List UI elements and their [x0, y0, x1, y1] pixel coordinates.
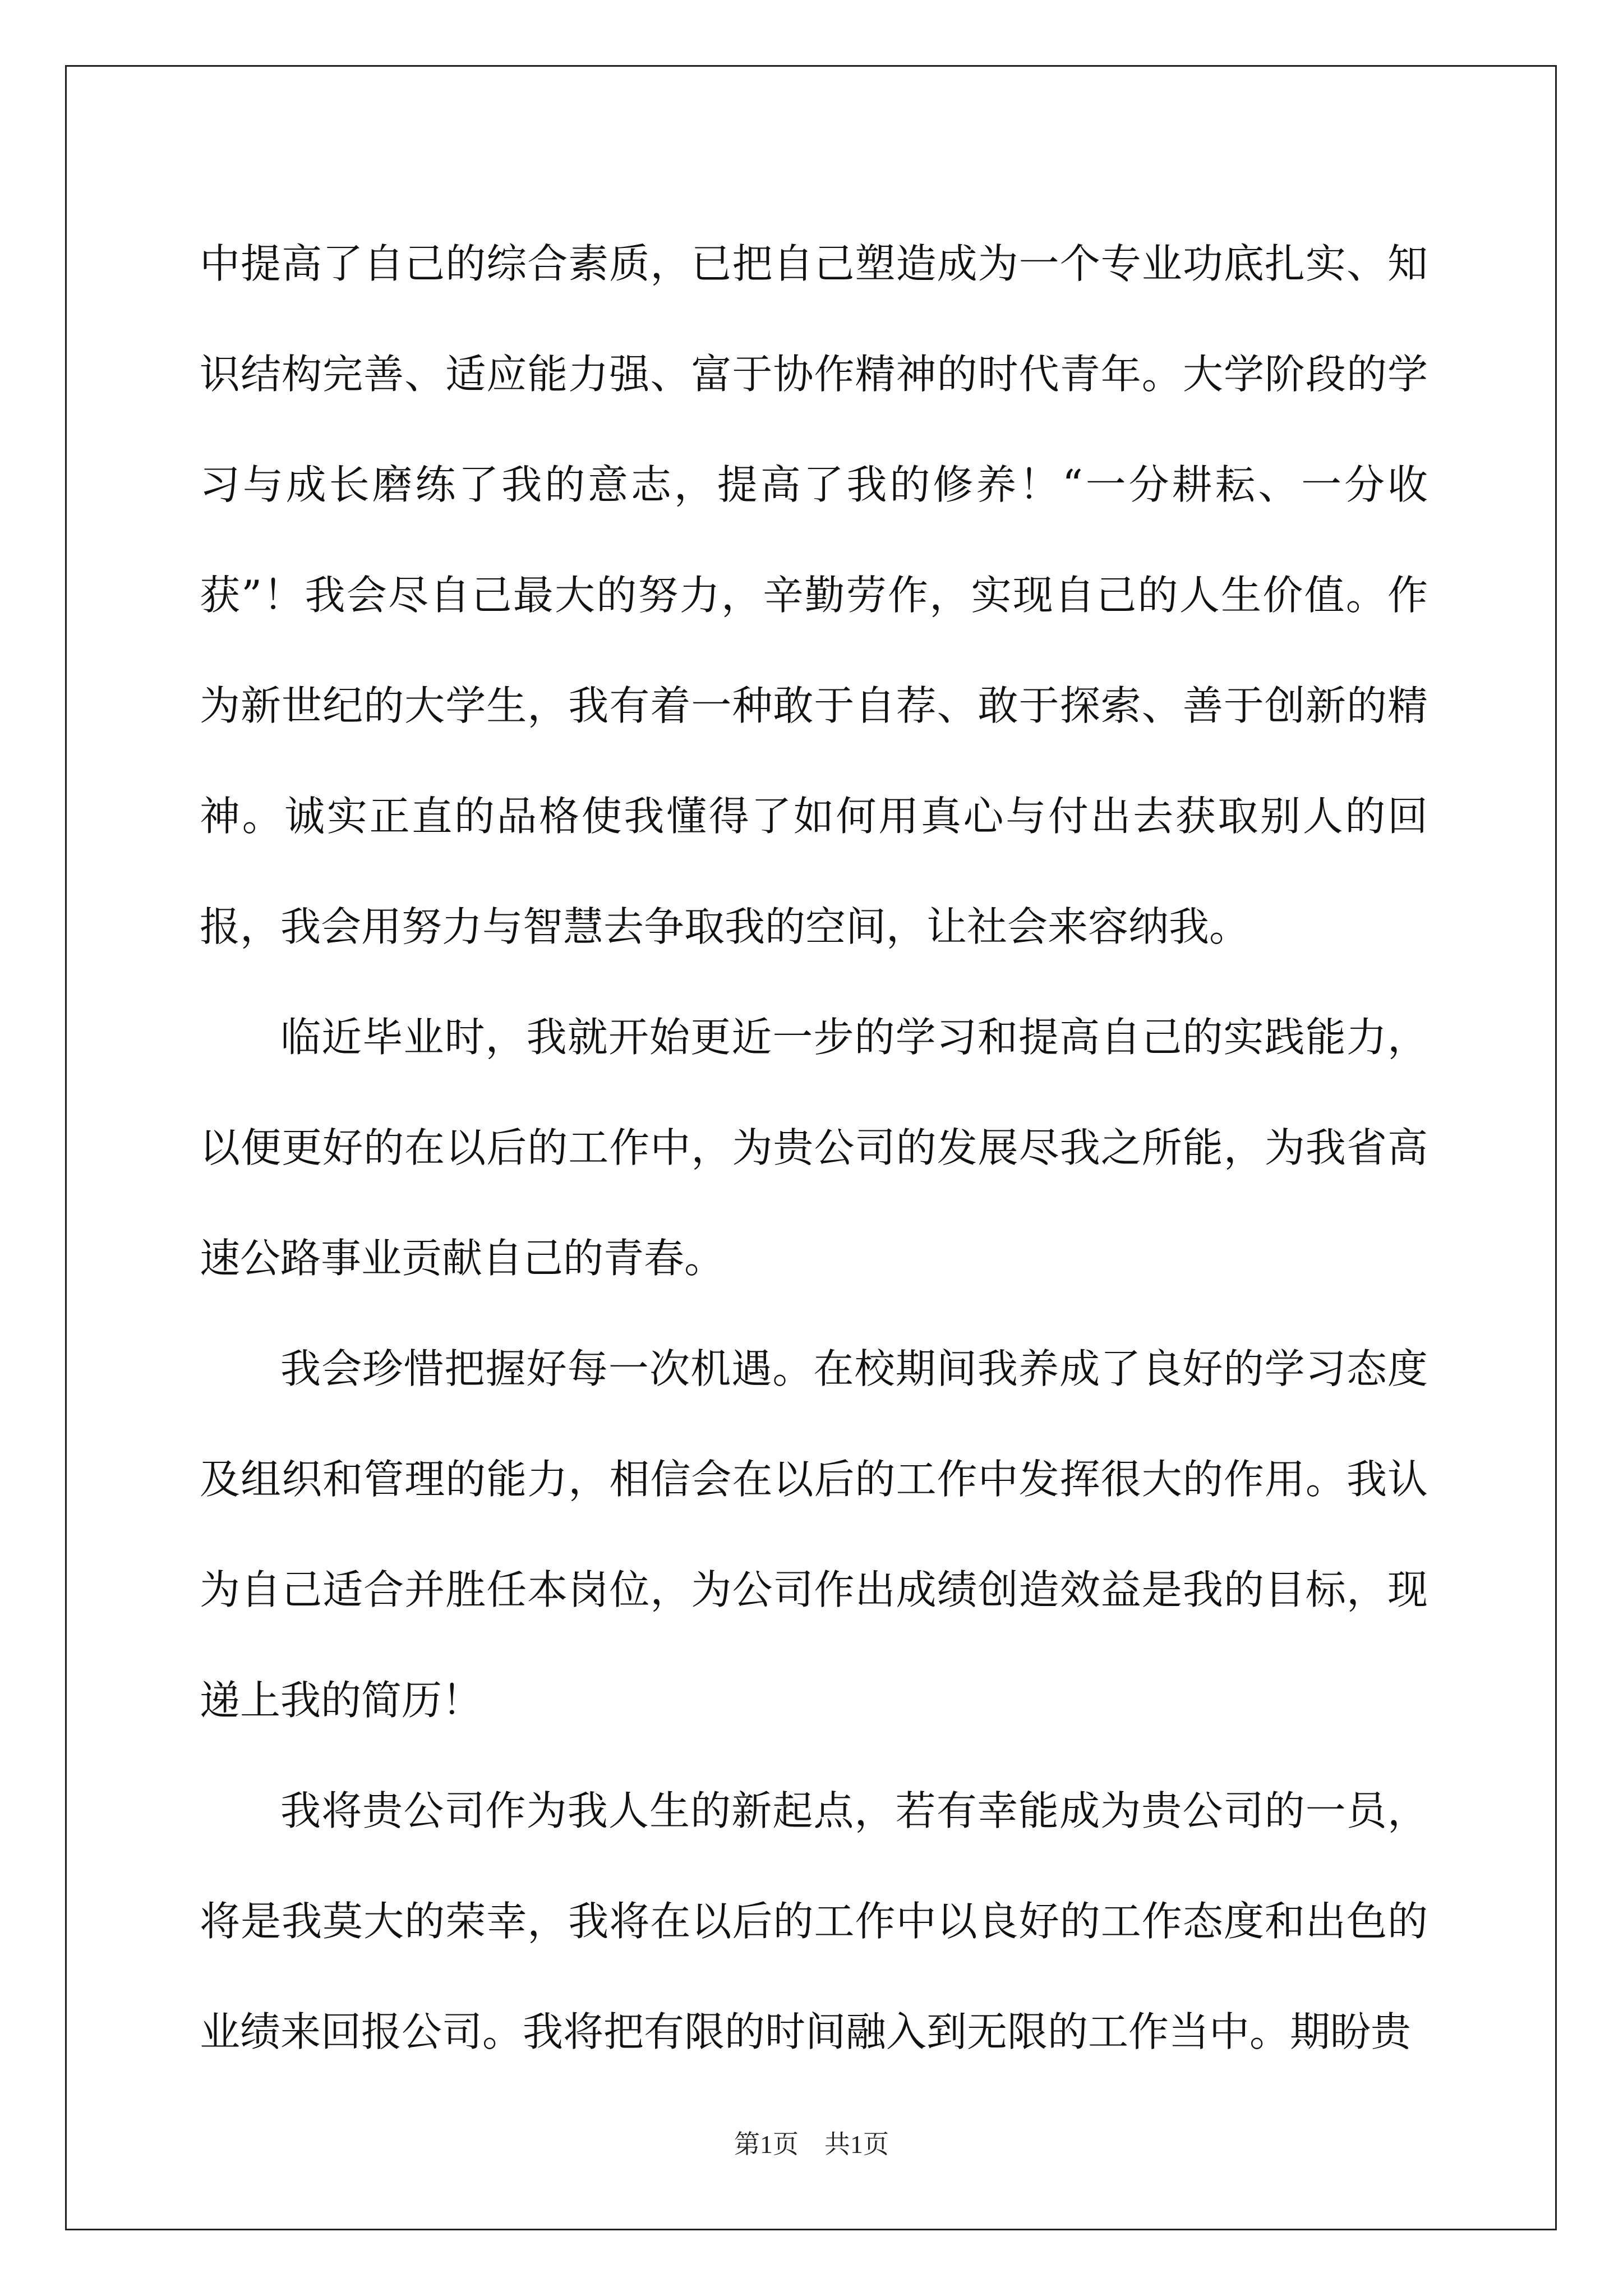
- page-footer: 第1页 共1页: [734, 2130, 889, 2159]
- paragraph-4: 我将贵公司作为我人生的新起点，若有幸能成为贵公司的一员，将是我莫大的荣幸，我将在以后的工作中以良好的工作态度和出色的业绩来回报公司。我将把有限的时间融入到无限的工作当中。期盼贵: [200, 1787, 1428, 2055]
- paragraph-1: 中提高了自己的综合素质，已把自己塑造成为一个专业功底扎实、知识结构完善、适应能力强、富于协作精神的时代青年。大学阶段的学习与成长磨练了我的意志，提高了我的修养！“一分耕耘、一分收获”！我会尽自己最大的努力，辛勤劳作，实现自己的人生价值。作为新世纪的大学生，我有着一种敢于自荐、敢于探索、善于创新的精神。诚实正直的品格使我懂得了如何用真心与付出去获取别人的回报，我会用努力与智慧去争取我的空间，让社会来容纳我。: [200, 240, 1428, 950]
- paragraph-3: 我会珍惜把握好每一次机遇。在校期间我养成了良好的学习态度及组织和管理的能力，相信会在以后的工作中发挥很大的作用。我认为自己适合并胜任本岗位，为公司作出成绩创造效益是我的目标，现递上我的简历！: [200, 1345, 1428, 1724]
- paragraph-2: 临近毕业时，我就开始更近一步的学习和提高自己的实践能力，以便更好的在以后的工作中，为贵公司的发展尽我之所能，为我省高速公路事业贡献自己的青春。: [200, 1014, 1428, 1282]
- document-body: [200, 209, 1428, 2087]
